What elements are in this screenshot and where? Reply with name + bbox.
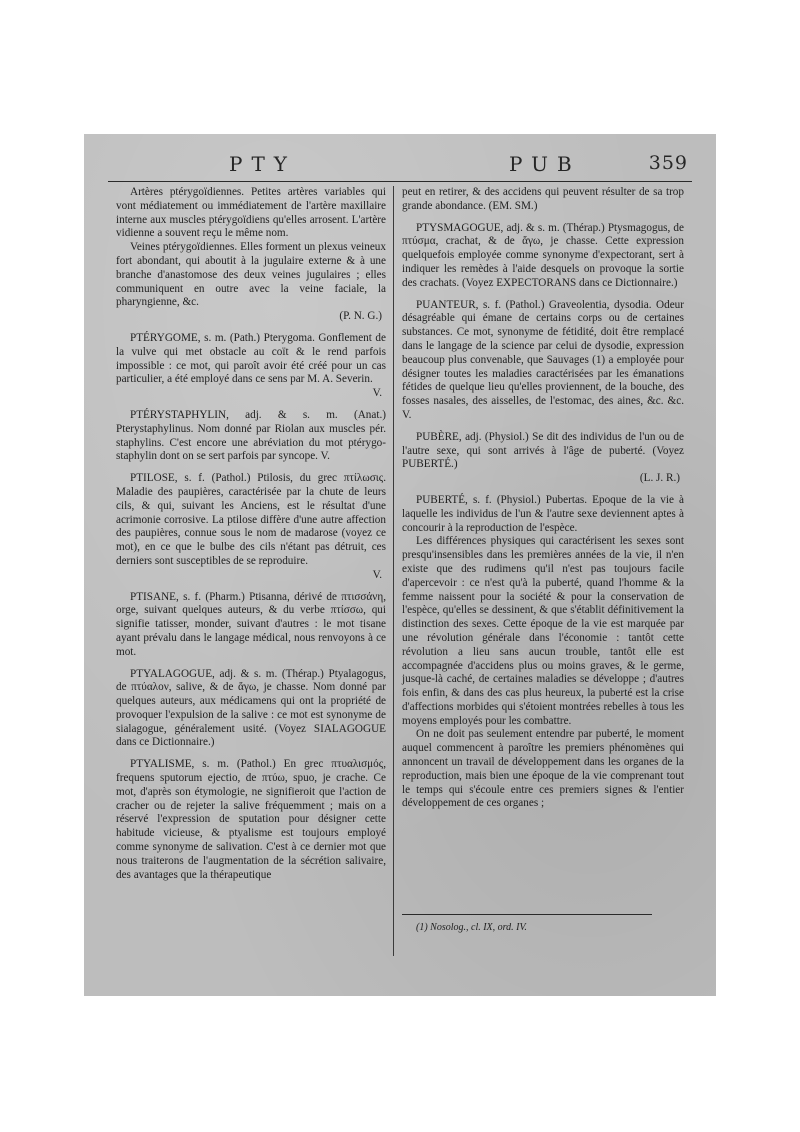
scanned-page [84, 134, 716, 996]
entry-text: PTYALAGOGUE, adj. & s. m. (Thérap.) Ptyalagogus, de πτύαλον, salive, & de ἄγω, je chasse. Nom donné par quelques auteurs, aux médicamens qui ont la propriété de provoquer l'expulsion de la salive : ce mot est synonyme de sialagogue, généralement usité. (Voyez SIALAGOGUE dans ce Dictionnaire.) [116, 667, 386, 749]
entry-text-continued: Veines ptérygoïdiennes. Elles forment un plexus veineux fort abondant, qui aboutit à la jugulaire externe & à une branche d'anastomose des deux veines jugulaires ; elles communiquent en outre avec la veine faciale, la pharyngienne, &c. [116, 241, 386, 309]
footnote: (1) Nosolog., cl. IX, ord. IV. [416, 922, 527, 933]
entry-text: PUANTEUR, s. f. (Pathol.) Graveolentia, dysodia. Odeur désagréable qui émane de certains corps ou de certaines substances. Ce mot, synonyme de fétidité, doit être remplacé dans le langage de la science par celui de dysodie, expression beaucoup plus convenable, que Sauvages (1) a employée pour désigner toutes les maladies caractérisées par les émanations fétides de quelque lieu qu'elles proviennent, de la bouche, des fosses nasales, des aisselles, de l'estomac, des aines, &c. &c. V. [402, 298, 684, 421]
right-column [402, 186, 684, 819]
entry-text: PTYALISME, s. m. (Pathol.) En grec πτυαλισμός, frequens sputorum ejectio, de πτύω, spuo, je crache. Ce mot, d'après son étymologie, ne signifieroit que l'action de cracher ou de rejeter la salive fréquemment ; mais on a réservé l'expression de sputation pour désigner cette habitude vicieuse, & ptyalisme est toujours employé comme synonyme de salivation. C'est à ce dernier mot que nous traiterons de l'augmentation de la sécrétion salivaire, des avantages que la thérapeutique [116, 758, 386, 881]
entry-ptilose [116, 472, 386, 582]
entry-ptysmagogue [402, 222, 684, 291]
entry-puanteur [402, 299, 684, 423]
header-right: PUB [509, 152, 581, 176]
header-rule [108, 181, 692, 182]
entry-ptisane [116, 591, 386, 660]
entry-pubere [402, 431, 684, 486]
entry-ptyalagogue [116, 668, 386, 751]
entry-signature: V. [372, 568, 382, 581]
left-column [116, 186, 386, 890]
entry-puberte [402, 494, 684, 811]
entry-text: PUBÈRE, adj. (Physiol.) Se dit des individus de l'un ou de l'autre sexe, qui sont arrivés à l'âge de puberté. (Voyez PUBERTÉ.) [402, 430, 684, 471]
running-header [84, 152, 716, 180]
entry-ptyalisme [116, 758, 386, 882]
entry-arteres [116, 186, 386, 324]
entry-continuation [402, 186, 684, 214]
entry-text-continued: Les différences physiques qui caractérisent les sexes sont presqu'insensibles dans les premières années de la vie, il n'en existe que des rudimens qu'il n'est pas toujours facile d'apercevoir : ce n'est qu'à la puberté, quand l'homme & la femme naissent pour la société & pour la conservation de l'espèce, qu'elles se dessinent, & que s'établit définitivement la distinction des sexes. Cette époque de la vie est marquée par une révolution générale dans l'économie : tantôt cette révolution a lieu sans aucun trouble, tantôt elle est accompagnée d'accidens plus ou moins graves, & le germe, jusque-là caché, de certaines maladies se développe ; d'autres fois enfin, & dans des cas plus heureux, la puberté est la crise d'affections morbides qui s'étoient montrées rebelles à tous les moyens employés pour les combattre. [402, 535, 684, 727]
entry-pterystaphylin [116, 409, 386, 464]
entry-pterygome [116, 332, 386, 401]
entry-text: PTISANE, s. f. (Pharm.) Ptisanna, dérivé de πτισσάνη, orge, suivant quelques auteurs, & du verbe πτίσσω, qui signifie tatisser, monder, suivant d'autres : le mot tisane ayant prévalu dans le langage médical, nous renvoyons à ce mot. [116, 590, 386, 658]
entry-text-continued-2: On ne doit pas seulement entendre par puberté, le moment auquel commencent à paroître les premiers phénomènes qui annoncent un travail de développement dans les organes de la reproduction, mais bien une époque de la vie comprenant tout le temps qui s'écoule entre ces premiers signes & l'entier développement de ces organes ; [402, 728, 684, 810]
entry-text: PTYSMAGOGUE, adj. & s. m. (Thérap.) Ptysmagogus, de πτύσμα, crachat, & de ἄγω, je chasse. Cette expression quelquefois employée comme synonyme d'expectorant, sert à indiquer les remèdes à l'aide desquels on provoque la sortie des crachats. (Voyez EXPECTORANS dans ce Dictionnaire.) [402, 221, 684, 289]
entry-text: PUBERTÉ, s. f. (Physiol.) Pubertas. Epoque de la vie à laquelle les individus de l'un & l'autre sexe deviennent aptes à concourir à la reproduction de l'espèce. [402, 493, 684, 534]
entry-text: peut en retirer, & des accidens qui peuvent résulter de sa trop grande abondance. (EM. SM.) [402, 186, 684, 212]
page-number: 359 [648, 152, 688, 174]
entry-signature: (L. J. R.) [639, 472, 680, 485]
entry-signature: (P. N. G.) [339, 310, 382, 323]
entry-text: Artères ptérygoïdiennes. Petites artères variables qui vont médiatement ou immédiatement de l'artère maxillaire interne aux muscles ptérygoïdiens qu'elles arrosent. L'artère vidienne a souvent reçu le même nom. [116, 186, 386, 240]
header-left: PTY [229, 152, 296, 176]
entry-text: PTÉRYGOME, s. m. (Path.) Pterygoma. Gonflement de la vulve qui met obstacle au coït & le rend parfois impossible : ce mot, qui paroît avoir été créé pour un cas particulier, a été employé dans ce sens par M. A. Severin. [116, 331, 386, 386]
entry-text: PTILOSE, s. f. (Pathol.) Ptilosis, du grec πτίλωσις. Maladie des paupières, caractérisée par la chute de leurs cils, & qui, suivant les Anciens, est le résultat d'une acrimonie corrosive. La ptilose diffère d'une autre affection des paupières, connue sous le nom de madarose (voyez ce mot), en ce que le bulbe des cils n'étant pas détruit, ces derniers sont susceptibles de se reproduire. [116, 472, 386, 567]
entry-signature: V. [372, 387, 382, 400]
footnote-rule [402, 914, 652, 915]
entry-text: PTÉRYSTAPHYLIN, adj. & s. m. (Anat.) Pterystaphylinus. Nom donné par Riolan aux muscles pér. staphylins. C'est encore une abréviation du mot ptérygo-staphylin dont on se sert parfois par syncope. V. [116, 408, 386, 463]
column-divider [393, 186, 394, 956]
